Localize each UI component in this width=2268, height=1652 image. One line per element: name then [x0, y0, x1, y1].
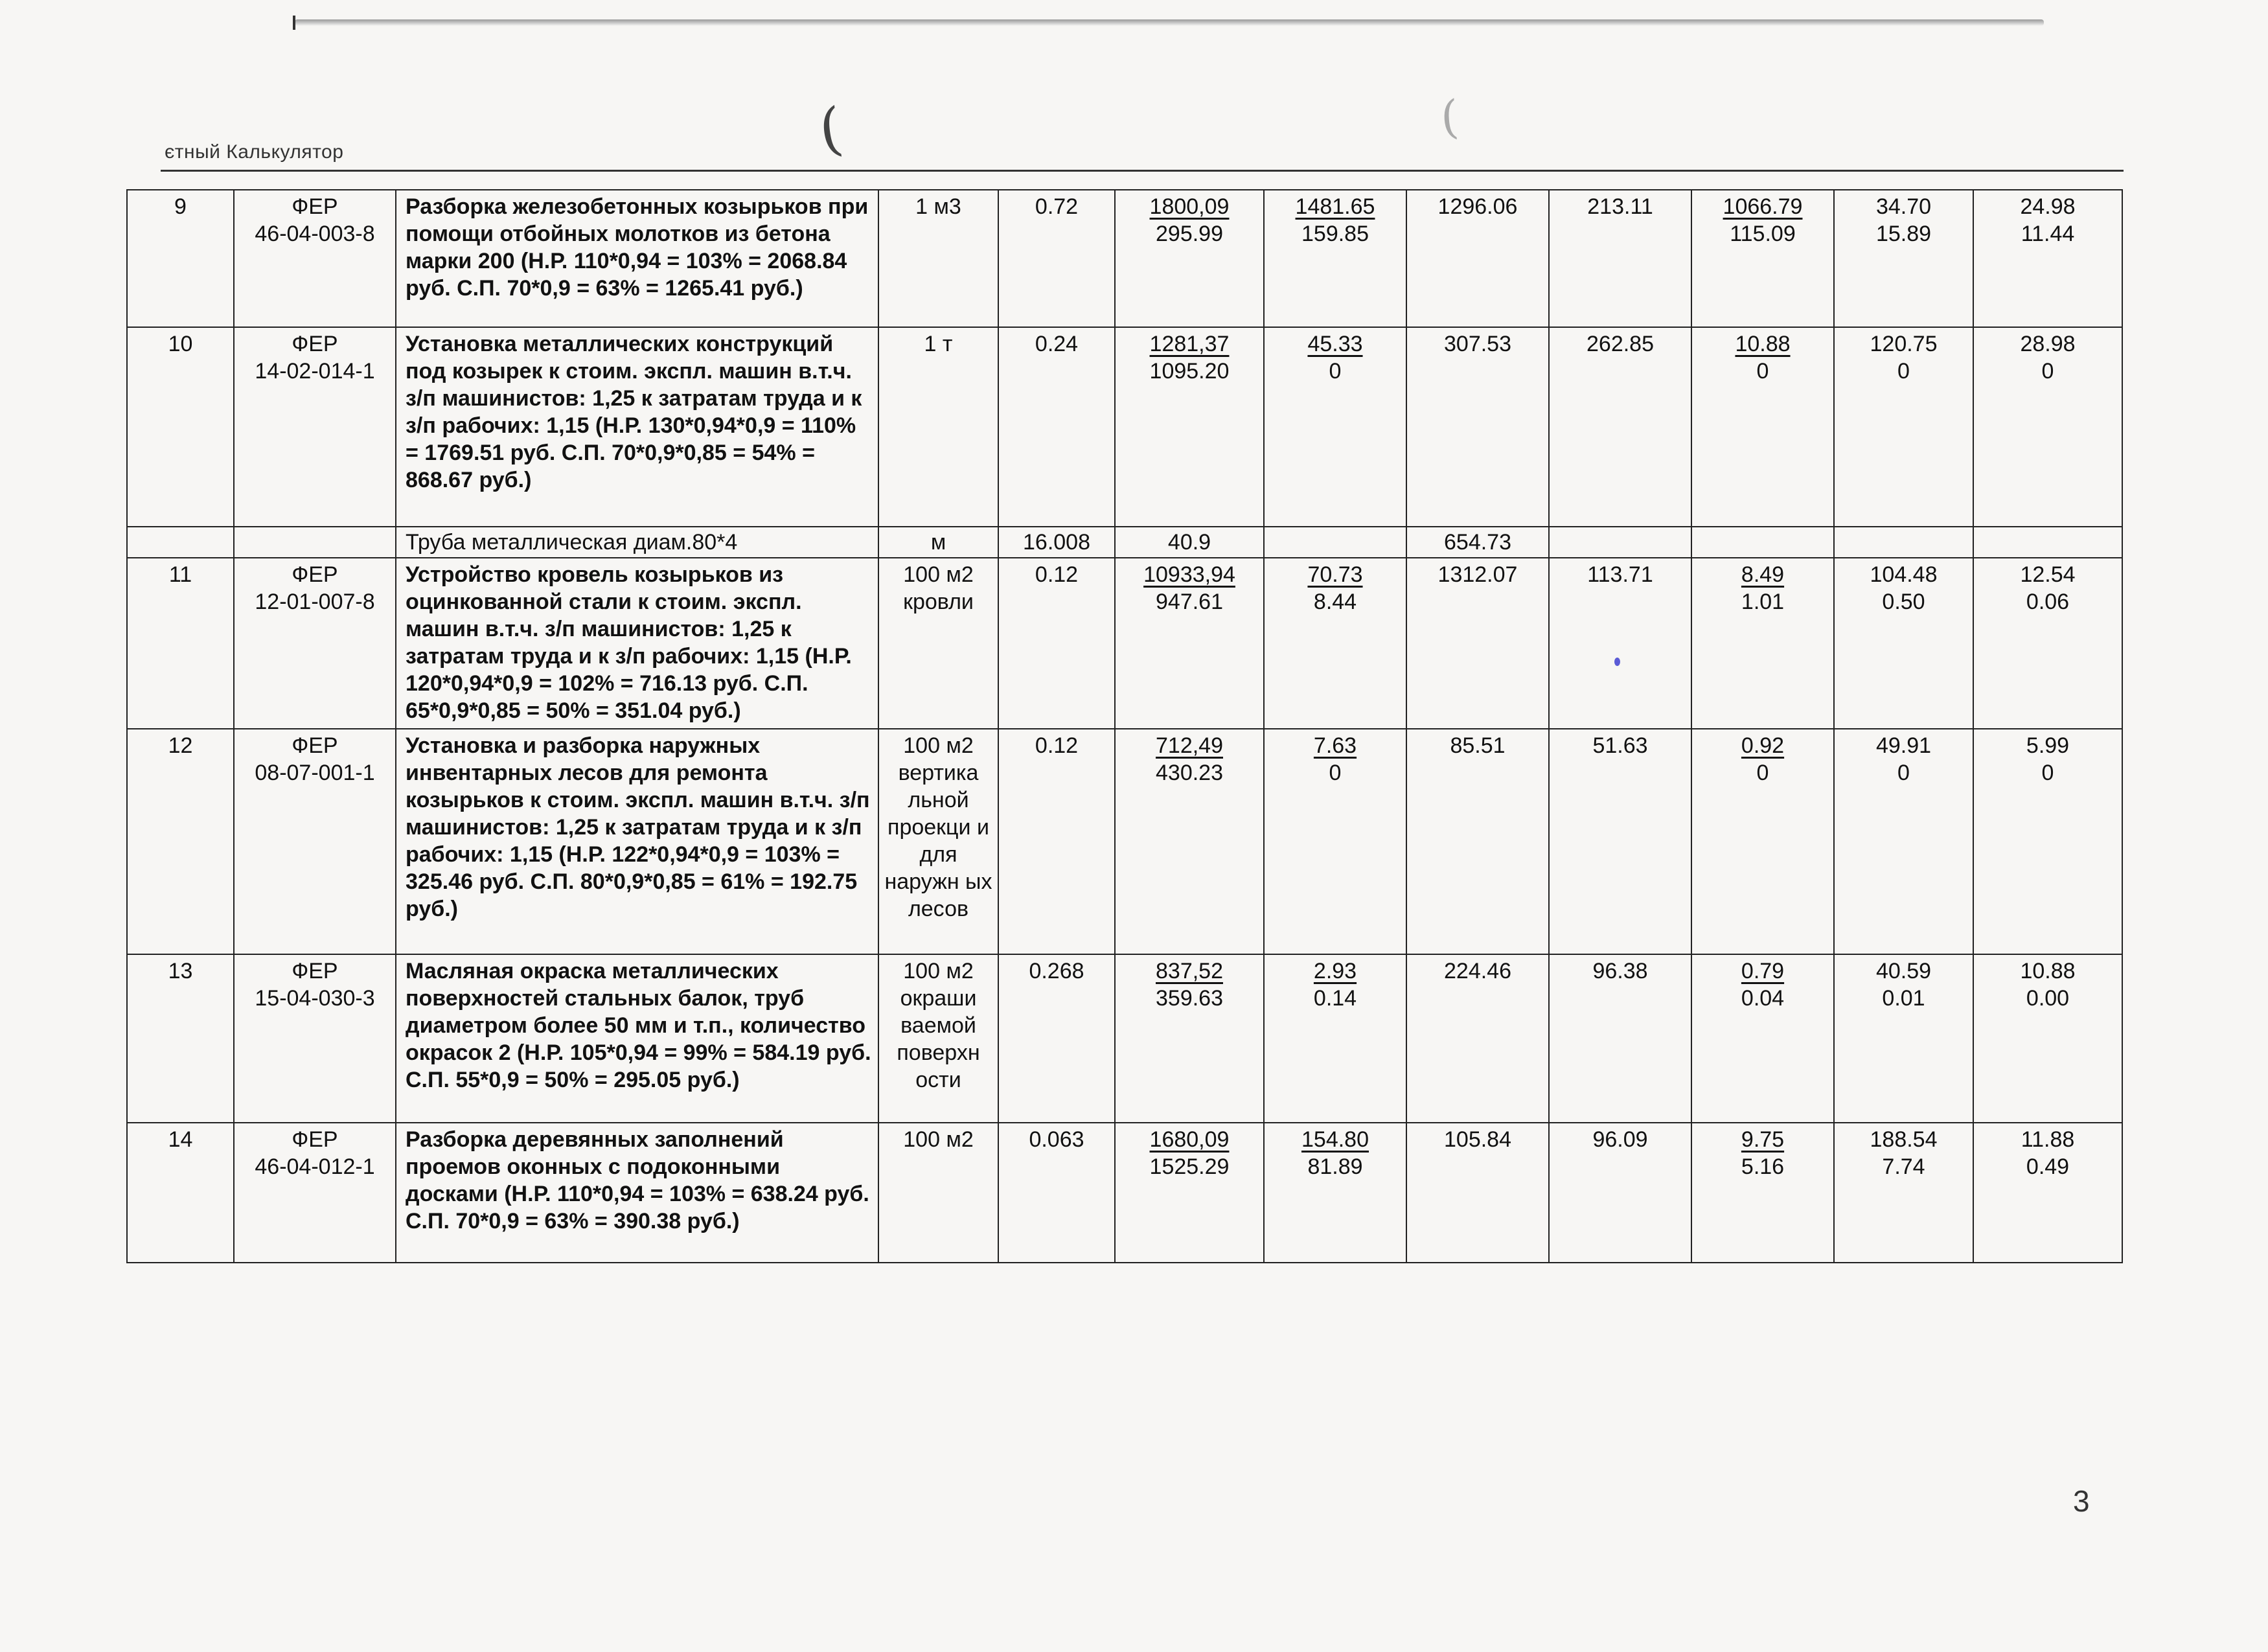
row-total: 1312.07 — [1406, 558, 1549, 729]
row-qty: 0.12 — [998, 729, 1115, 954]
row-unit-cost: 837,52 359.63 — [1115, 954, 1264, 1123]
material-price: 40.9 — [1115, 527, 1264, 558]
row-total: 224.46 — [1406, 954, 1549, 1123]
row-machine-cost: 7.63 0 — [1264, 729, 1406, 954]
row-code: ФЕР 46-04-012-1 — [234, 1123, 396, 1263]
row-machine-cost: 1481.65 159.85 — [1264, 190, 1406, 327]
row-description: Устройство кровель козырьков из оцинкованной стали к стоим. экспл. машин в.т.ч. з/п машинистов: 1,25 к затратам труда и к з/п рабочих: 1,15 (Н.Р. 120*0,94*0,9 = 102% = 716.13 руб. С.П. 65*0,9*0,85 = 50% = 351.04 руб.) — [396, 558, 878, 729]
material-number — [127, 527, 234, 558]
row-number: 14 — [127, 1123, 234, 1263]
row-labor-total: 5.99 0 — [1973, 729, 2122, 954]
row-number: 13 — [127, 954, 234, 1123]
row-unit: 1 м3 — [878, 190, 998, 327]
row-total: 1296.06 — [1406, 190, 1549, 327]
row-number: 11 — [127, 558, 234, 729]
row-wages: 51.63 — [1549, 729, 1691, 954]
row-description: Масляная окраска металлических поверхностей стальных балок, труб диаметром более 50 мм и т.п., количество окрасок 2 (Н.Р. 105*0,94 = 99% = 584.19 руб. С.П. 55*0,9 = 50% = 295.05 руб.) — [396, 954, 878, 1123]
row-qty: 0.063 — [998, 1123, 1115, 1263]
scan-edge-tick — [293, 16, 295, 30]
material-empty — [1973, 527, 2122, 558]
row-description: Разборка железобетонных козырьков при помощи отбойных молотков из бетона марки 200 (Н.Р. 110*0,94 = 103% = 2068.84 руб. С.П. 70*0,9 = 63% = 1265.41 руб.) — [396, 190, 878, 327]
table-row — [127, 327, 2122, 527]
material-total: 654.73 — [1406, 527, 1549, 558]
row-code: ФЕР 15-04-030-3 — [234, 954, 396, 1123]
estimate-table — [126, 189, 2123, 1263]
row-total: 85.51 — [1406, 729, 1549, 954]
row-qty: 0.24 — [998, 327, 1115, 527]
row-wages: 213.11 — [1549, 190, 1691, 327]
row-machine-total: 9.75 5.16 — [1691, 1123, 1834, 1263]
row-machine-total: 0.92 0 — [1691, 729, 1834, 954]
row-labor-total: 12.54 0.06 — [1973, 558, 2122, 729]
row-machine-total: 1066.79 115.09 — [1691, 190, 1834, 327]
material-empty — [1549, 527, 1691, 558]
table-row — [127, 558, 2122, 729]
row-code: ФЕР 08-07-001-1 — [234, 729, 396, 954]
header-rule — [161, 170, 2124, 172]
row-unit-cost: 1680,09 1525.29 — [1115, 1123, 1264, 1263]
row-wages: 96.09 — [1549, 1123, 1691, 1263]
row-wages: 262.85 — [1549, 327, 1691, 527]
row-code: ФЕР 14-02-014-1 — [234, 327, 396, 527]
row-unit-cost: 1800,09 295.99 — [1115, 190, 1264, 327]
row-labor-unit: 188.54 7.74 — [1834, 1123, 1973, 1263]
row-wages: 113.71 — [1549, 558, 1691, 729]
row-machine-total: 8.49 1.01 — [1691, 558, 1834, 729]
material-empty — [1264, 527, 1406, 558]
row-unit: 1 т — [878, 327, 998, 527]
row-unit: 100 м2 — [878, 1123, 998, 1263]
row-unit: 100 м2 вертика льной проекци и для наружн ых лесов — [878, 729, 998, 954]
material-empty — [1691, 527, 1834, 558]
ink-dot — [1614, 658, 1620, 666]
row-labor-total: 28.98 0 — [1973, 327, 2122, 527]
row-labor-unit: 34.70 15.89 — [1834, 190, 1973, 327]
row-machine-total: 10.88 0 — [1691, 327, 1834, 527]
page-number: 3 — [2073, 1484, 2090, 1518]
row-machine-cost: 154.80 81.89 — [1264, 1123, 1406, 1263]
table-row — [127, 954, 2122, 1123]
row-machine-cost: 70.73 8.44 — [1264, 558, 1406, 729]
row-labor-unit: 49.91 0 — [1834, 729, 1973, 954]
material-description: Труба металлическая диам.80*4 — [396, 527, 878, 558]
row-code: ФЕР 12-01-007-8 — [234, 558, 396, 729]
row-wages: 96.38 — [1549, 954, 1691, 1123]
row-machine-cost: 45.33 0 — [1264, 327, 1406, 527]
row-machine-total: 0.79 0.04 — [1691, 954, 1834, 1123]
row-qty: 0.12 — [998, 558, 1115, 729]
row-unit: 100 м2 окраши ваемой поверхн ости — [878, 954, 998, 1123]
row-labor-unit: 104.48 0.50 — [1834, 558, 1973, 729]
row-unit: 100 м2 кровли — [878, 558, 998, 729]
staple-mark: ( — [814, 95, 847, 164]
table-row — [127, 729, 2122, 954]
row-code: ФЕР 46-04-003-8 — [234, 190, 396, 327]
material-unit: м — [878, 527, 998, 558]
material-row — [127, 527, 2122, 558]
row-labor-unit: 120.75 0 — [1834, 327, 1973, 527]
row-description: Разборка деревянных заполнений проемов оконных с подоконными досками (Н.Р. 110*0,94 = 103% = 638.24 руб. С.П. 70*0,9 = 63% = 390.38 руб.) — [396, 1123, 878, 1263]
row-total: 105.84 — [1406, 1123, 1549, 1263]
scan-edge-line — [295, 19, 2044, 26]
row-number: 9 — [127, 190, 234, 327]
row-labor-total: 10.88 0.00 — [1973, 954, 2122, 1123]
row-unit-cost: 712,49 430.23 — [1115, 729, 1264, 954]
material-code — [234, 527, 396, 558]
table-row — [127, 1123, 2122, 1263]
staple-mark-faint: ( — [1439, 90, 1461, 144]
row-qty: 0.268 — [998, 954, 1115, 1123]
material-empty — [1834, 527, 1973, 558]
header-title: єтный Калькулятор — [165, 141, 344, 163]
material-qty: 16.008 — [998, 527, 1115, 558]
row-labor-total: 24.98 11.44 — [1973, 190, 2122, 327]
row-unit-cost: 10933,94 947.61 — [1115, 558, 1264, 729]
row-labor-total: 11.88 0.49 — [1973, 1123, 2122, 1263]
row-total: 307.53 — [1406, 327, 1549, 527]
row-qty: 0.72 — [998, 190, 1115, 327]
row-description: Установка и разборка наружных инвентарных лесов для ремонта козырьков к стоим. экспл. машин в.т.ч. з/п машинистов: 1,25 к затратам труда и к з/п рабочих: 1,15 (Н.Р. 122*0,94*0,9 = 103% = 325.46 руб. С.П. 80*0,9*0,85 = 61% = 192.75 руб.) — [396, 729, 878, 954]
row-number: 10 — [127, 327, 234, 527]
table-row — [127, 190, 2122, 327]
row-description: Установка металлических конструкций под козырек к стоим. экспл. машин в.т.ч. з/п машинистов: 1,25 к затратам труда и к з/п рабочих: 1,15 (Н.Р. 130*0,94*0,9 = 110% = 1769.51 руб. С.П. 70*0,9*0,85 = 54% = 868.67 руб.) — [396, 327, 878, 527]
row-unit-cost: 1281,37 1095.20 — [1115, 327, 1264, 527]
row-machine-cost: 2.93 0.14 — [1264, 954, 1406, 1123]
row-number: 12 — [127, 729, 234, 954]
row-labor-unit: 40.59 0.01 — [1834, 954, 1973, 1123]
